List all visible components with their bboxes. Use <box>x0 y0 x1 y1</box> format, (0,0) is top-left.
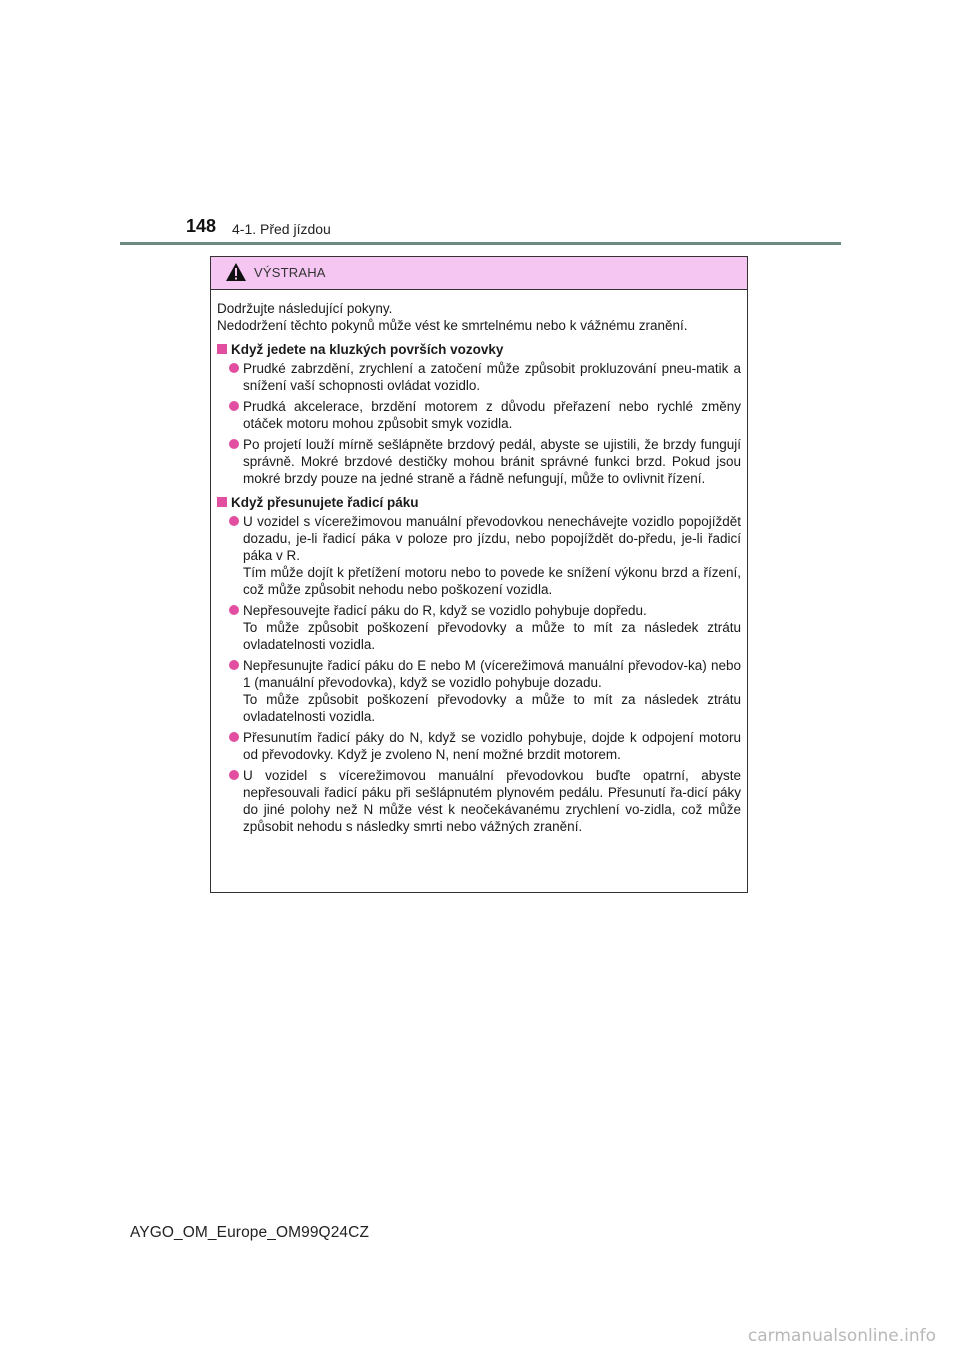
list-item <box>229 436 741 487</box>
circle-bullet-icon <box>229 439 239 449</box>
warning-body <box>211 290 747 835</box>
warning-box <box>210 256 748 893</box>
page-number: 148 <box>186 216 217 236</box>
square-bullet-icon <box>217 497 227 507</box>
list-item-text: U vozidel s vícerežimovou manuální převodovkou nenechávejte vozidlo popojíždět dozadu, je-li řadicí páka v poloze pro jízdu, nebo popojíždět do-předu, je-li řadicí páka v R. <box>243 514 741 563</box>
section-heading-text: Když přesunujete řadicí páku <box>231 495 419 510</box>
square-bullet-icon <box>217 344 227 354</box>
list-item-text: Prudké zabrzdění, zrychlení a zatočení může způsobit prokluzování pneu-matik a snížení vaší schopnosti ovládat vozidlo. <box>243 361 741 393</box>
list-item-text: U vozidel s vícerežimovou manuální převodovkou buďte opatrní, abyste nepřesouvali řadicí páku při sešlápnutém plynovém pedálu. Přesunutí řa-dicí páky do jiné polohy než N může vést k neočekávanému zrychlení vo-zidla, což může způsobit nehodu s následky smrti nebo vážných zranění. <box>243 768 741 834</box>
list-item <box>229 602 741 653</box>
section-heading <box>217 341 741 358</box>
watermark: carmanualsonline.info <box>747 1326 936 1346</box>
intro-line: Nedodržení těchto pokynů může vést ke smrtelnému nebo k vážnému zranění. <box>217 318 688 333</box>
section-title: 4-1. Před jízdou <box>232 221 331 237</box>
section-heading-text: Když jedete na kluzkých površích vozovky <box>231 342 504 357</box>
warning-header <box>211 257 747 290</box>
warning-triangle-icon <box>225 262 247 282</box>
section-heading <box>217 494 741 511</box>
circle-bullet-icon <box>229 401 239 411</box>
list-item-text: Po projetí louží mírně sešlápněte brzdový pedál, abyste se ujistili, že brzdy fungují správně. Mokré brzdové destičky mohou bránit správné funkci brzd. Pokud jsou mokré brzdy pouze na jedné straně a řádně nefungují, může to ovlivnit řízení. <box>243 437 741 486</box>
list-item <box>229 657 741 725</box>
list-item-text: Tím může dojít k přetížení motoru nebo to povede ke snížení výkonu brzd a řízení, což může způsobit nehodu nebo poškození vozidla. <box>243 565 741 597</box>
warning-label: VÝSTRAHA <box>254 265 326 280</box>
header-rule <box>120 242 841 245</box>
circle-bullet-icon <box>229 732 239 742</box>
circle-bullet-icon <box>229 516 239 526</box>
list-item-text: Nepřesunujte řadicí páku do E nebo M (vícerežimová manuální převodov-ka) nebo 1 (manuální převodovka), když se vozidlo pohybuje dozadu. <box>243 658 741 690</box>
list-item <box>229 360 741 394</box>
circle-bullet-icon <box>229 660 239 670</box>
intro-line: Dodržujte následující pokyny. <box>217 301 393 316</box>
list-item-text: Přesunutím řadicí páky do N, když se vozidlo pohybuje, dojde k odpojení motoru od převodovky. Když je zvoleno N, není možné brzdit motorem. <box>243 730 741 762</box>
list-item-text: To může způsobit poškození převodovky a může to mít za následek ztrátu ovladatelnosti vozidla. <box>243 620 741 652</box>
warning-intro <box>217 300 741 334</box>
circle-bullet-icon <box>229 363 239 373</box>
list-item <box>229 398 741 432</box>
list-item-text: To může způsobit poškození převodovky a může to mít za následek ztrátu ovladatelnosti vozidla. <box>243 692 741 724</box>
list-item <box>229 513 741 598</box>
list-item-text: Prudká akcelerace, brzdění motorem z důvodu přeřazení nebo rychlé změny otáček motoru mohou způsobit smyk vozidla. <box>243 399 741 431</box>
list-item <box>229 729 741 763</box>
circle-bullet-icon <box>229 770 239 780</box>
document-code: AYGO_OM_Europe_OM99Q24CZ <box>130 1224 370 1241</box>
circle-bullet-icon <box>229 605 239 615</box>
list-item <box>229 767 741 835</box>
list-item-text: Nepřesouvejte řadicí páku do R, když se vozidlo pohybuje dopředu. <box>243 603 647 618</box>
